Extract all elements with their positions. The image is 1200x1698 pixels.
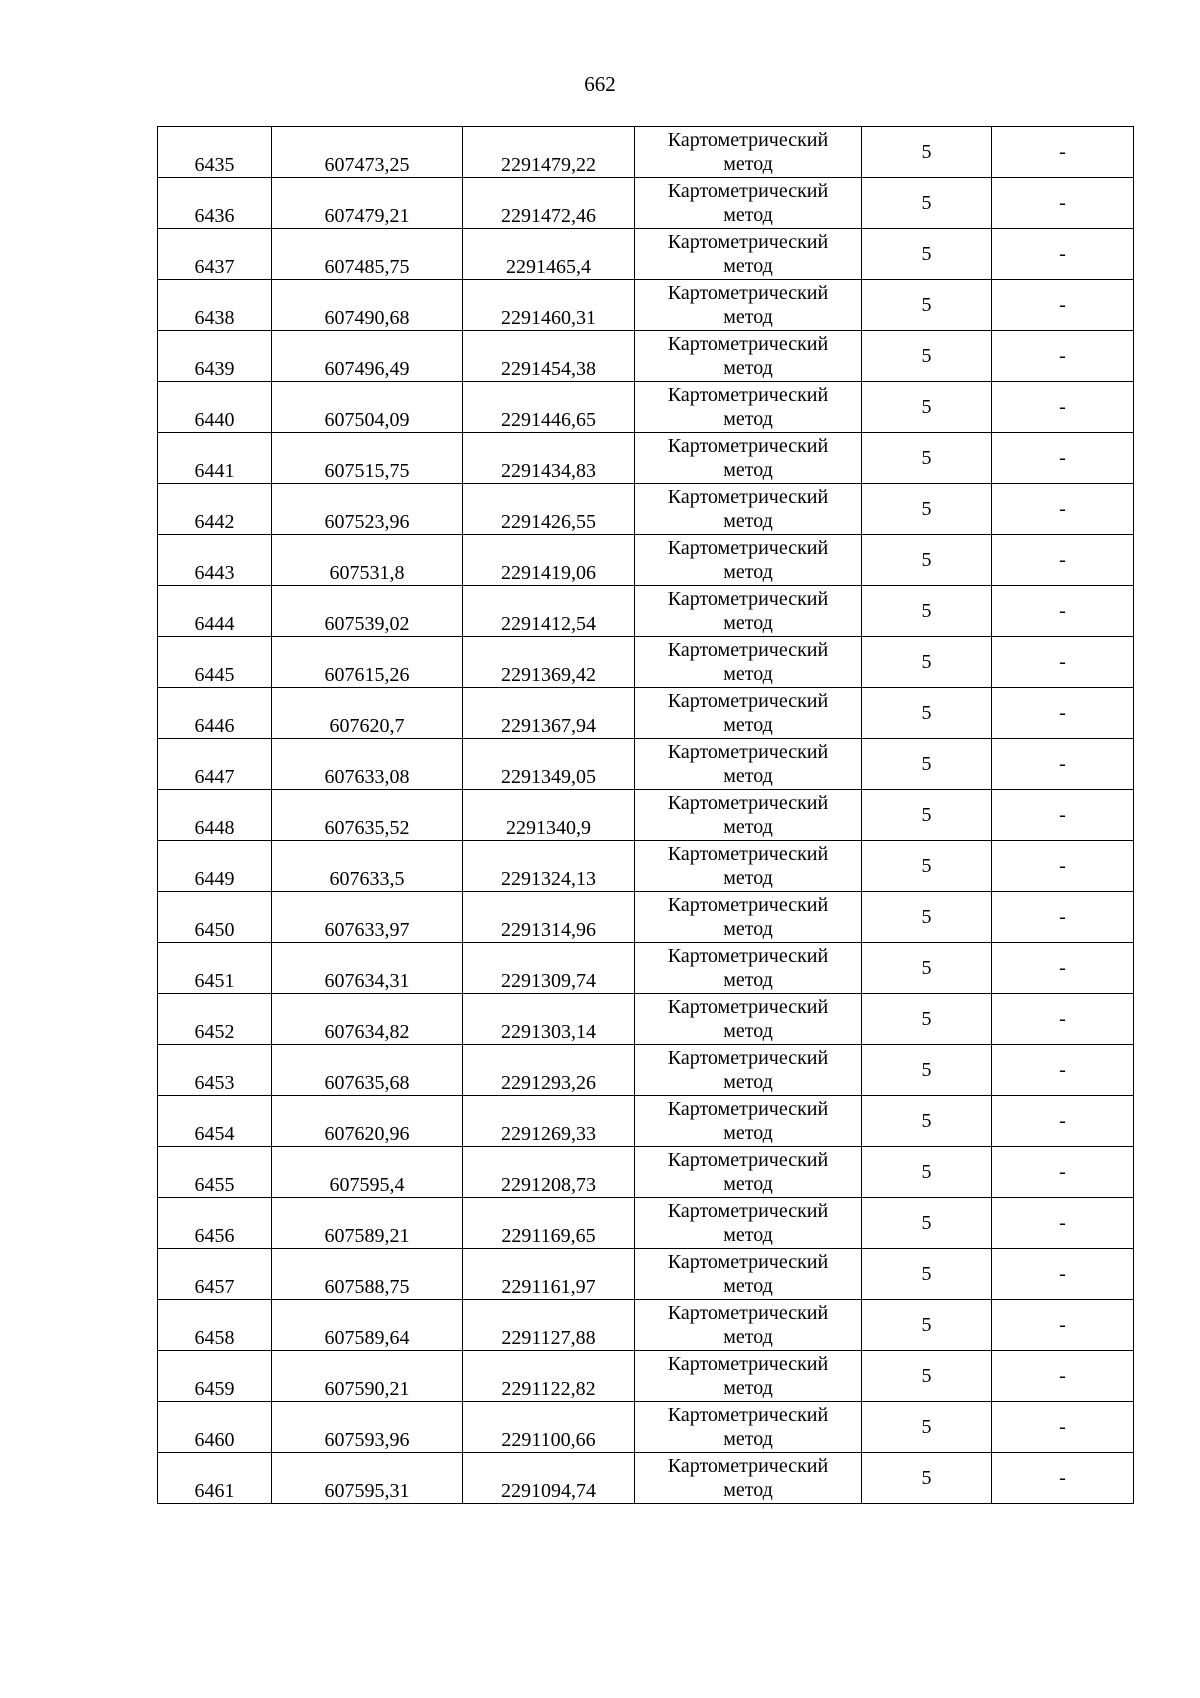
x-coordinate-cell: 607593,96 [272,1402,463,1453]
point-number-cell: 6442 [158,484,272,535]
point-number-cell: 6449 [158,841,272,892]
method-label-line2: метод [723,1071,773,1093]
table-row [158,1249,1134,1300]
accuracy-cell: 5 [862,841,992,892]
y-coordinate-cell: 2291446,65 [463,382,635,433]
point-number-cell: 6441 [158,433,272,484]
x-coordinate-cell: 607589,64 [272,1300,463,1351]
y-coordinate-cell: 2291340,9 [463,790,635,841]
method-label-line1: Картометрический [667,843,829,865]
method-cell [635,1096,862,1147]
accuracy-cell: 5 [862,688,992,739]
accuracy-cell: 5 [862,1198,992,1249]
accuracy-cell: 5 [862,127,992,178]
table-row [158,433,1134,484]
method-label-line2: метод [723,969,773,991]
table-body [158,127,1134,1504]
accuracy-cell: 5 [862,790,992,841]
method-cell [635,382,862,433]
point-number-cell: 6439 [158,331,272,382]
accuracy-cell: 5 [862,1096,992,1147]
table-row [158,739,1134,790]
note-cell: - [992,1402,1134,1453]
y-coordinate-cell: 2291208,73 [463,1147,635,1198]
y-coordinate-cell: 2291349,05 [463,739,635,790]
note-cell: - [992,1351,1134,1402]
table-row [158,484,1134,535]
method-label-line1: Картометрический [667,894,829,916]
method-label-line1: Картометрический [667,486,829,508]
note-cell: - [992,790,1134,841]
method-label-line1: Картометрический [667,537,829,559]
point-number-cell: 6436 [158,178,272,229]
method-cell [635,178,862,229]
note-cell: - [992,1198,1134,1249]
page-number: 662 [584,72,616,96]
point-number-cell: 6451 [158,943,272,994]
method-cell [635,943,862,994]
method-label-line2: метод [723,867,773,889]
y-coordinate-cell: 2291161,97 [463,1249,635,1300]
note-cell: - [992,229,1134,280]
method-label-line2: метод [723,204,773,226]
note-cell: - [992,637,1134,688]
accuracy-cell: 5 [862,1300,992,1351]
accuracy-cell: 5 [862,1402,992,1453]
note-cell: - [992,739,1134,790]
accuracy-cell: 5 [862,739,992,790]
y-coordinate-cell: 2291324,13 [463,841,635,892]
y-coordinate-cell: 2291309,74 [463,943,635,994]
point-number-cell: 6459 [158,1351,272,1402]
accuracy-cell: 5 [862,1249,992,1300]
method-label-line1: Картометрический [667,129,829,151]
x-coordinate-cell: 607589,21 [272,1198,463,1249]
x-coordinate-cell: 607504,09 [272,382,463,433]
accuracy-cell: 5 [862,994,992,1045]
point-number-cell: 6454 [158,1096,272,1147]
method-cell [635,127,862,178]
accuracy-cell: 5 [862,484,992,535]
y-coordinate-cell: 2291293,26 [463,1045,635,1096]
coordinates-table [157,126,1134,1504]
table-row [158,586,1134,637]
point-number-cell: 6438 [158,280,272,331]
method-label-line2: метод [723,1428,773,1450]
point-number-cell: 6458 [158,1300,272,1351]
point-number-cell: 6455 [158,1147,272,1198]
method-label-line1: Картометрический [667,384,829,406]
method-cell [635,994,862,1045]
x-coordinate-cell: 607531,8 [272,535,463,586]
x-coordinate-cell: 607490,68 [272,280,463,331]
y-coordinate-cell: 2291472,46 [463,178,635,229]
note-cell: - [992,331,1134,382]
y-coordinate-cell: 2291122,82 [463,1351,635,1402]
x-coordinate-cell: 607635,68 [272,1045,463,1096]
method-label-line1: Картометрический [667,792,829,814]
accuracy-cell: 5 [862,943,992,994]
method-cell [635,1045,862,1096]
y-coordinate-cell: 2291479,22 [463,127,635,178]
x-coordinate-cell: 607633,08 [272,739,463,790]
method-cell [635,739,862,790]
note-cell: - [992,892,1134,943]
method-label-line2: метод [723,1275,773,1297]
table-row [158,1198,1134,1249]
x-coordinate-cell: 607496,49 [272,331,463,382]
method-label-line1: Картометрический [667,435,829,457]
x-coordinate-cell: 607615,26 [272,637,463,688]
method-label-line2: метод [723,1122,773,1144]
accuracy-cell: 5 [862,178,992,229]
y-coordinate-cell: 2291367,94 [463,688,635,739]
x-coordinate-cell: 607590,21 [272,1351,463,1402]
table-row [158,688,1134,739]
method-label-line2: метод [723,663,773,685]
method-cell [635,841,862,892]
table-row [158,1402,1134,1453]
method-cell [635,1249,862,1300]
method-label-line1: Картометрический [667,180,829,202]
method-cell [635,535,862,586]
accuracy-cell: 5 [862,1045,992,1096]
method-label-line1: Картометрический [667,639,829,661]
method-label-line1: Картометрический [667,996,829,1018]
table-row [158,178,1134,229]
method-label-line1: Картометрический [667,231,829,253]
table-row [158,127,1134,178]
x-coordinate-cell: 607634,31 [272,943,463,994]
accuracy-cell: 5 [862,280,992,331]
note-cell: - [992,1147,1134,1198]
method-label-line2: метод [723,306,773,328]
note-cell: - [992,382,1134,433]
method-label-line2: метод [723,153,773,175]
method-cell [635,1300,862,1351]
y-coordinate-cell: 2291127,88 [463,1300,635,1351]
table-row [158,892,1134,943]
method-label-line2: метод [723,714,773,736]
y-coordinate-cell: 2291100,66 [463,1402,635,1453]
y-coordinate-cell: 2291434,83 [463,433,635,484]
x-coordinate-cell: 607633,5 [272,841,463,892]
note-cell: - [992,688,1134,739]
point-number-cell: 6461 [158,1453,272,1504]
method-label-line2: метод [723,357,773,379]
method-label-line2: метод [723,765,773,787]
method-cell [635,229,862,280]
note-cell: - [992,433,1134,484]
table-row [158,229,1134,280]
accuracy-cell: 5 [862,229,992,280]
point-number-cell: 6447 [158,739,272,790]
y-coordinate-cell: 2291460,31 [463,280,635,331]
method-label-line2: метод [723,459,773,481]
note-cell: - [992,586,1134,637]
x-coordinate-cell: 607523,96 [272,484,463,535]
y-coordinate-cell: 2291094,74 [463,1453,635,1504]
x-coordinate-cell: 607588,75 [272,1249,463,1300]
accuracy-cell: 5 [862,1351,992,1402]
method-cell [635,280,862,331]
method-cell [635,688,862,739]
accuracy-cell: 5 [862,382,992,433]
table-row [158,382,1134,433]
table-row [158,790,1134,841]
accuracy-cell: 5 [862,433,992,484]
accuracy-cell: 5 [862,586,992,637]
table-row [158,331,1134,382]
point-number-cell: 6435 [158,127,272,178]
x-coordinate-cell: 607595,31 [272,1453,463,1504]
x-coordinate-cell: 607634,82 [272,994,463,1045]
method-label-line2: метод [723,1020,773,1042]
note-cell: - [992,484,1134,535]
method-label-line2: метод [723,1479,773,1501]
point-number-cell: 6448 [158,790,272,841]
method-label-line1: Картометрический [667,945,829,967]
x-coordinate-cell: 607620,7 [272,688,463,739]
y-coordinate-cell: 2291412,54 [463,586,635,637]
point-number-cell: 6457 [158,1249,272,1300]
table-row [158,943,1134,994]
table-row [158,994,1134,1045]
y-coordinate-cell: 2291419,06 [463,535,635,586]
table-row [158,841,1134,892]
table-row [158,535,1134,586]
method-label-line2: метод [723,612,773,634]
table-row [158,1453,1134,1504]
y-coordinate-cell: 2291426,55 [463,484,635,535]
note-cell: - [992,1249,1134,1300]
accuracy-cell: 5 [862,892,992,943]
y-coordinate-cell: 2291303,14 [463,994,635,1045]
method-cell [635,790,862,841]
point-number-cell: 6437 [158,229,272,280]
table-row [158,1300,1134,1351]
method-cell [635,1351,862,1402]
method-cell [635,433,862,484]
x-coordinate-cell: 607515,75 [272,433,463,484]
method-label-line2: метод [723,816,773,838]
x-coordinate-cell: 607485,75 [272,229,463,280]
y-coordinate-cell: 2291169,65 [463,1198,635,1249]
point-number-cell: 6460 [158,1402,272,1453]
note-cell: - [992,994,1134,1045]
method-cell [635,586,862,637]
note-cell: - [992,943,1134,994]
note-cell: - [992,535,1134,586]
method-label-line2: метод [723,918,773,940]
method-cell [635,1453,862,1504]
point-number-cell: 6452 [158,994,272,1045]
note-cell: - [992,280,1134,331]
x-coordinate-cell: 607479,21 [272,178,463,229]
method-cell [635,637,862,688]
x-coordinate-cell: 607473,25 [272,127,463,178]
method-label-line1: Картометрический [667,1455,829,1477]
x-coordinate-cell: 607635,52 [272,790,463,841]
method-cell [635,892,862,943]
y-coordinate-cell: 2291369,42 [463,637,635,688]
y-coordinate-cell: 2291314,96 [463,892,635,943]
x-coordinate-cell: 607539,02 [272,586,463,637]
accuracy-cell: 5 [862,331,992,382]
method-label-line1: Картометрический [667,1098,829,1120]
y-coordinate-cell: 2291269,33 [463,1096,635,1147]
x-coordinate-cell: 607633,97 [272,892,463,943]
note-cell: - [992,127,1134,178]
method-cell [635,1147,862,1198]
method-label-line1: Картометрический [667,741,829,763]
method-label-line2: метод [723,1377,773,1399]
point-number-cell: 6446 [158,688,272,739]
method-label-line1: Картометрический [667,1047,829,1069]
method-label-line2: метод [723,1224,773,1246]
method-label-line1: Картометрический [667,1251,829,1273]
point-number-cell: 6440 [158,382,272,433]
method-cell [635,484,862,535]
method-label-line2: метод [723,510,773,532]
accuracy-cell: 5 [862,637,992,688]
method-label-line2: метод [723,408,773,430]
x-coordinate-cell: 607595,4 [272,1147,463,1198]
x-coordinate-cell: 607620,96 [272,1096,463,1147]
method-label-line1: Картометрический [667,1302,829,1324]
note-cell: - [992,178,1134,229]
method-cell [635,331,862,382]
method-label-line1: Картометрический [667,1353,829,1375]
method-label-line1: Картометрический [667,282,829,304]
table-row [158,1096,1134,1147]
point-number-cell: 6453 [158,1045,272,1096]
table-row [158,1147,1134,1198]
note-cell: - [992,1045,1134,1096]
method-label-line1: Картометрический [667,1149,829,1171]
method-label-line1: Картометрический [667,1404,829,1426]
method-label-line2: метод [723,1326,773,1348]
accuracy-cell: 5 [862,535,992,586]
method-label-line1: Картометрический [667,690,829,712]
method-cell [635,1198,862,1249]
table-row [158,1351,1134,1402]
table-row [158,637,1134,688]
point-number-cell: 6456 [158,1198,272,1249]
note-cell: - [992,1453,1134,1504]
y-coordinate-cell: 2291465,4 [463,229,635,280]
table-row [158,1045,1134,1096]
accuracy-cell: 5 [862,1453,992,1504]
method-cell [635,1402,862,1453]
method-label-line1: Картометрический [667,1200,829,1222]
method-label-line1: Картометрический [667,588,829,610]
method-label-line1: Картометрический [667,333,829,355]
point-number-cell: 6450 [158,892,272,943]
note-cell: - [992,1096,1134,1147]
note-cell: - [992,841,1134,892]
method-label-line2: метод [723,561,773,583]
accuracy-cell: 5 [862,1147,992,1198]
y-coordinate-cell: 2291454,38 [463,331,635,382]
method-label-line2: метод [723,255,773,277]
method-label-line2: метод [723,1173,773,1195]
point-number-cell: 6444 [158,586,272,637]
point-number-cell: 6445 [158,637,272,688]
point-number-cell: 6443 [158,535,272,586]
note-cell: - [992,1300,1134,1351]
table-row [158,280,1134,331]
